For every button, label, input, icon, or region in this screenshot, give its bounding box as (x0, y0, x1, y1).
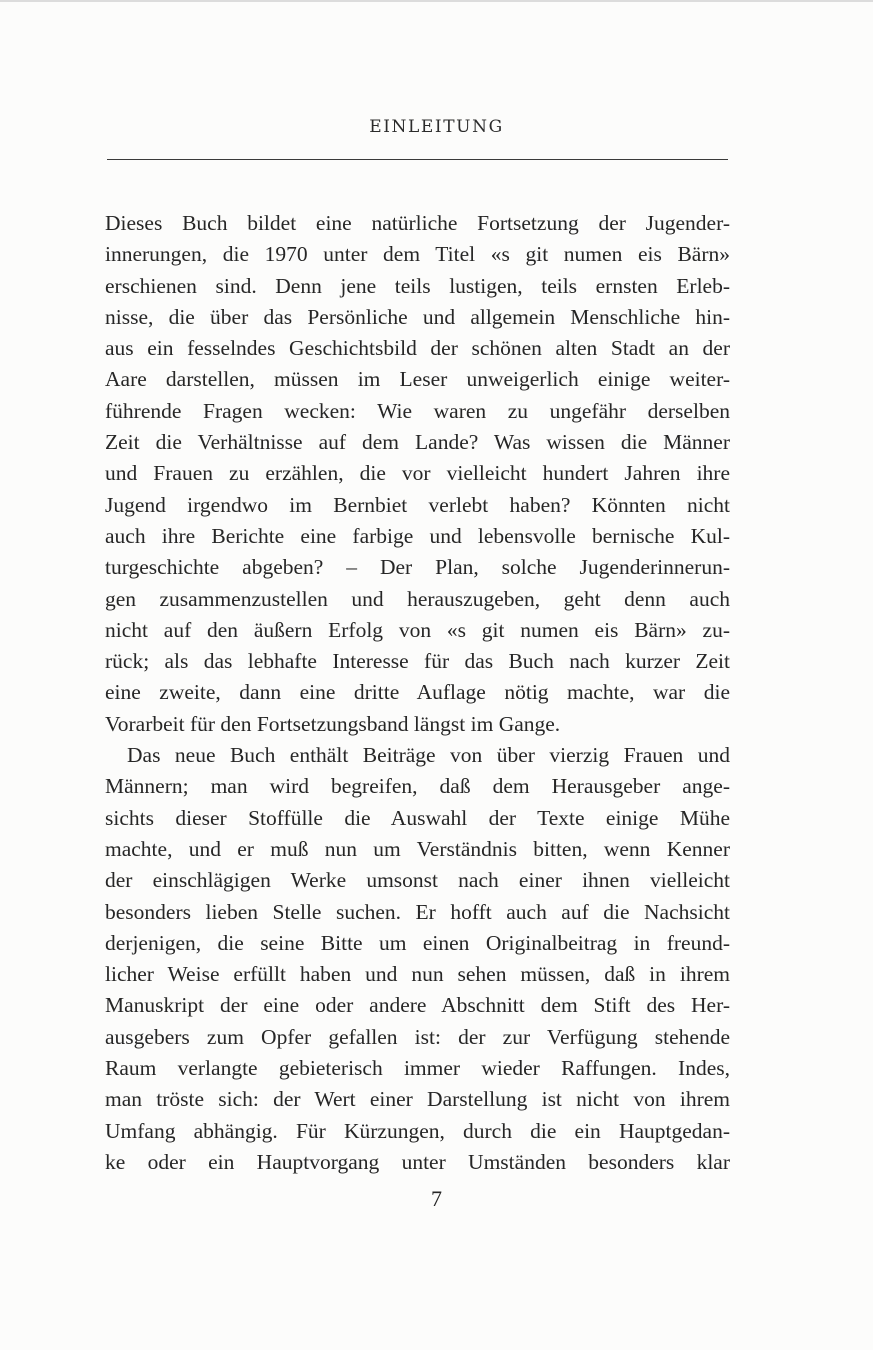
text-line: Das neue Buch enthält Beiträge von über vierzig Frauen und (127, 743, 730, 768)
text-line: ausgebers zum Opfer gefallen ist: der zur Verfügung stehende (105, 1024, 730, 1049)
text-line: auch ihre Berichte eine farbige und lebensvolle bernische Kul- (105, 523, 730, 548)
text-line: nicht auf den äußern Erfolg von «s git numen eis Bärn» zu- (105, 617, 730, 642)
body-text (105, 208, 730, 1178)
text-line: aus ein fesselndes Geschichtsbild der schönen alten Stadt an der (105, 336, 730, 361)
page-top-edge (0, 0, 873, 2)
page-number: 7 (431, 1186, 442, 1211)
text-line: Raum verlangte gebieterisch immer wieder Raffungen. Indes, (105, 1056, 730, 1081)
text-line: machte, und er muß nun um Verständnis bitten, wenn Kenner (105, 836, 730, 861)
text-line: gen zusammenzustellen und herauszugeben, geht denn auch (105, 586, 730, 611)
text-line: rück; als das lebhafte Interesse für das Buch nach kurzer Zeit (105, 649, 730, 674)
text-line: licher Weise erfüllt haben und nun sehen müssen, daß in ihrem (105, 962, 730, 987)
text-line: und Frauen zu erzählen, die vor vielleicht hundert Jahren ihre (105, 461, 730, 486)
text-line: derjenigen, die seine Bitte um einen Originalbeitrag in freund- (105, 930, 730, 955)
header-rule (107, 159, 728, 160)
text-line: führende Fragen wecken: Wie waren zu ungefähr derselben (105, 398, 730, 423)
text-line: Männern; man wird begreifen, daß dem Herausgeber ange- (105, 774, 730, 799)
text-line: Aare darstellen, müssen im Leser unweigerlich einige weiter- (105, 367, 730, 392)
text-line: Vorarbeit für den Fortsetzungsband längst im Gange. (105, 711, 561, 736)
text-line: eine zweite, dann eine dritte Auflage nötig machte, war die (105, 680, 730, 705)
text-line: ke oder ein Hauptvorgang unter Umständen besonders klar (105, 1149, 730, 1174)
text-line: innerungen, die 1970 unter dem Titel «s git numen eis Bärn» (105, 242, 730, 267)
text-line: Dieses Buch bildet eine natürliche Fortsetzung der Jugender- (105, 211, 730, 235)
text-line: Zeit die Verhältnisse auf dem Lande? Was wissen die Männer (105, 430, 730, 455)
paragraph-2 (105, 740, 730, 1178)
text-line: Manuskript der eine oder andere Abschnitt dem Stift des Her- (105, 993, 730, 1018)
text-line: erschienen sind. Denn jene teils lustigen, teils ernsten Erleb- (105, 273, 730, 298)
text-line: der einschlägigen Werke umsonst nach einer ihnen vielleicht (105, 868, 730, 893)
text-line: besonders lieben Stelle suchen. Er hofft auch auf die Nachsicht (105, 899, 730, 924)
text-line: turgeschichte abgeben? – Der Plan, solche Jugenderinnerun- (105, 555, 730, 580)
text-line: Jugend irgendwo im Bernbiet verlebt haben? Könnten nicht (105, 492, 730, 517)
paragraph-1 (105, 208, 730, 740)
text-line: man tröste sich: der Wert einer Darstellung ist nicht von ihrem (105, 1087, 730, 1112)
text-line: nisse, die über das Persönliche und allgemein Menschliche hin- (105, 304, 730, 329)
text-line: Umfang abhängig. Für Kürzungen, durch die ein Hauptgedan- (105, 1118, 730, 1143)
running-header: EINLEITUNG (369, 117, 504, 137)
text-line: sichts dieser Stoffülle die Auswahl der Texte einige Mühe (105, 805, 730, 830)
